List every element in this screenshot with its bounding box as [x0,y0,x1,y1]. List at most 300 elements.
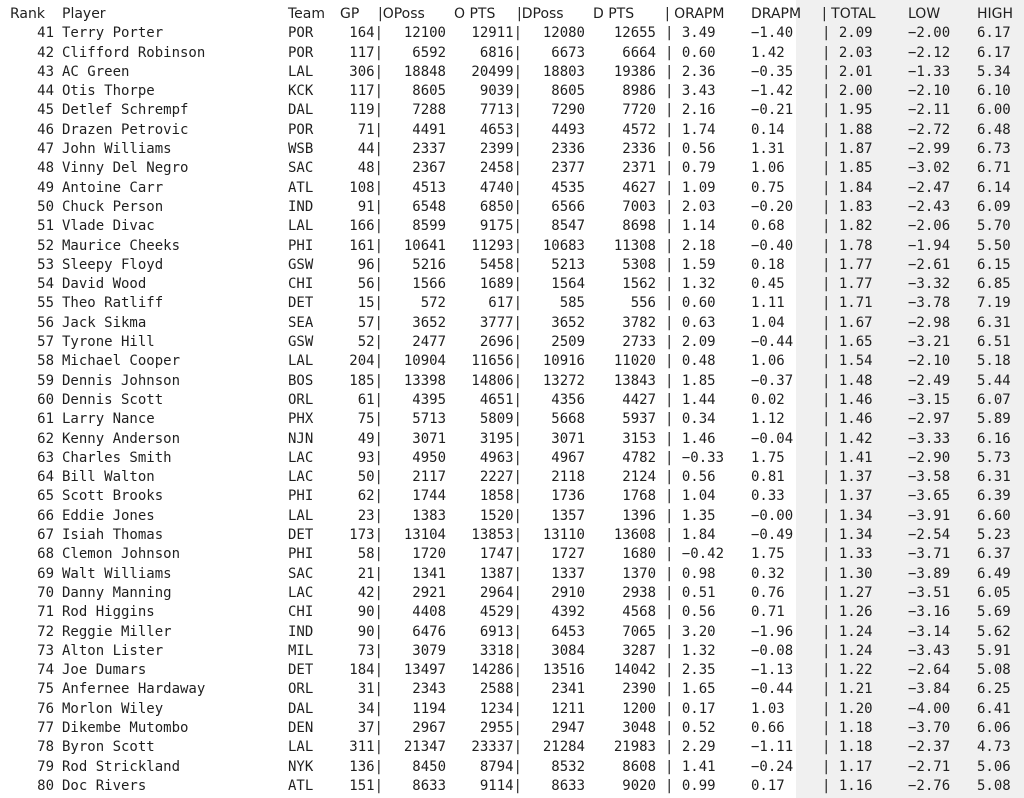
cell-gp: 62| [357,488,383,505]
cell-total: | 2.09 [822,25,873,42]
table-row [0,584,1024,603]
cell-team: NYK [288,758,314,775]
cell-team: LAL [288,353,314,370]
cell-gp: 184| [349,662,383,679]
cell-low: −3.71 [908,546,951,563]
cell-oposs: 6476 [412,623,446,640]
cell-total: | 1.37 [822,488,873,505]
cell-low: −2.97 [908,411,951,428]
cell-high: 6.17 [977,44,1011,61]
cell-high: 5.69 [977,604,1011,621]
cell-team: BOS [288,372,314,389]
cell-high: 7.19 [977,295,1011,312]
cell-total: | 1.41 [822,449,873,466]
cell-low: −2.54 [908,527,951,544]
cell-high: 5.34 [977,63,1011,80]
cell-opts: 9114| [479,777,522,794]
cell-oposs: 1194 [412,700,446,717]
cell-rank: 45 [37,102,54,119]
cell-drapm: 1.06 [751,353,785,370]
cell-team: PHI [288,237,314,254]
cell-team: LAC [288,469,314,486]
cell-total: | 1.54 [822,353,873,370]
cell-total: | 1.85 [822,160,873,177]
cell-total: | 1.88 [822,121,873,138]
cell-player: Michael Cooper [62,353,181,370]
cell-gp: 21| [357,565,383,582]
cell-drapm: 0.02 [751,391,785,408]
cell-player: Clifford Robinson [62,44,206,61]
cell-drapm: 1.06 [751,160,785,177]
cell-dposs: 7290 [551,102,585,119]
cell-gp: 164| [349,25,383,42]
cell-total: | 1.24 [822,642,873,659]
cell-oposs: 1744 [412,488,446,505]
cell-dposs: 8633 [551,777,585,794]
cell-dpts: 4572 [622,121,656,138]
cell-opts: 6913| [479,623,522,640]
cell-opts: 2458| [479,160,522,177]
cell-low: −3.16 [908,604,951,621]
cell-orapm: | 0.56 [665,469,716,486]
cell-dposs: 10683 [542,237,585,254]
cell-dposs: 2910 [551,584,585,601]
cell-oposs: 6592 [412,44,446,61]
cell-low: −2.00 [908,25,951,42]
cell-opts: 1520| [479,507,522,524]
cell-team: PHX [288,411,314,428]
cell-low: −4.00 [908,700,951,717]
table-row [0,700,1024,719]
cell-opts: 1858| [479,488,522,505]
header-opts: O PTS [454,6,496,22]
cell-high: 6.71 [977,160,1011,177]
cell-team: IND [288,198,314,215]
cell-team: ORL [288,681,314,698]
cell-gp: 117| [349,44,383,61]
cell-dpts: 7065 [622,623,656,640]
cell-oposs: 6548 [412,198,446,215]
cell-orapm: | 1.59 [665,256,716,273]
cell-opts: 14806| [471,372,522,389]
cell-dposs: 13110 [542,527,585,544]
table-row [0,82,1024,101]
cell-dpts: 19386 [613,63,656,80]
cell-dposs: 4392 [551,604,585,621]
cell-dposs: 4493 [551,121,585,138]
cell-high: 6.51 [977,334,1011,351]
cell-high: 6.25 [977,681,1011,698]
cell-team: ORL [288,391,314,408]
cell-high: 5.08 [977,777,1011,794]
cell-dpts: 3153 [622,430,656,447]
cell-orapm: | 2.18 [665,237,716,254]
cell-player: Larry Nance [62,411,155,428]
cell-dpts: 2390 [622,681,656,698]
cell-total: | 1.17 [822,758,873,775]
cell-total: | 1.82 [822,218,873,235]
cell-gp: 161| [349,237,383,254]
cell-dpts: 4627 [622,179,656,196]
cell-orapm: | 1.41 [665,758,716,775]
cell-rank: 51 [37,218,54,235]
cell-opts: 11656| [471,353,522,370]
cell-opts: 9175| [479,218,522,235]
cell-opts: 5458| [479,256,522,273]
cell-player: Clemon Johnson [62,546,181,563]
header-team: Team [288,6,326,22]
cell-high: 6.16 [977,430,1011,447]
cell-player: Theo Ratliff [62,295,164,312]
header-total: | TOTAL [822,6,876,22]
cell-player: Dikembe Mutombo [62,719,189,736]
cell-team: CHI [288,276,314,293]
cell-rank: 59 [37,372,54,389]
cell-player: Anfernee Hardaway [62,681,206,698]
cell-gp: 306| [349,63,383,80]
table-row [0,372,1024,391]
cell-dposs: 8532 [551,758,585,775]
cell-dpts: 12655 [613,25,656,42]
cell-drapm: 1.12 [751,411,785,428]
cell-player: Vlade Divac [62,218,155,235]
cell-drapm: 0.33 [751,488,785,505]
cell-dposs: 4967 [551,449,585,466]
cell-dpts: 13608 [613,527,656,544]
cell-player: Vinny Del Negro [62,160,189,177]
table-row [0,623,1024,642]
cell-player: Bill Walton [62,469,155,486]
cell-high: 6.00 [977,102,1011,119]
cell-drapm: −1.42 [751,83,794,100]
cell-orapm: | 0.60 [665,44,716,61]
cell-rank: 47 [37,141,54,158]
table-row [0,275,1024,294]
cell-oposs: 13497 [403,662,446,679]
cell-opts: 1689| [479,276,522,293]
cell-dpts: 4568 [622,604,656,621]
cell-high: 5.23 [977,527,1011,544]
cell-gp: 93| [357,449,383,466]
cell-dposs: 3652 [551,314,585,331]
cell-high: 5.89 [977,411,1011,428]
cell-opts: 20499| [471,63,522,80]
cell-dpts: 4782 [622,449,656,466]
cell-dposs: 1337 [551,565,585,582]
cell-dposs: 13516 [542,662,585,679]
cell-rank: 68 [37,546,54,563]
cell-gp: 117| [349,83,383,100]
cell-low: −3.58 [908,469,951,486]
cell-high: 5.06 [977,758,1011,775]
cell-player: Jack Sikma [62,314,147,331]
cell-low: −3.33 [908,430,951,447]
cell-opts: 2964| [479,584,522,601]
cell-oposs: 13104 [403,527,446,544]
cell-dpts: 7720 [622,102,656,119]
header-gp: GP [340,6,360,22]
cell-rank: 58 [37,353,54,370]
cell-opts: 5809| [479,411,522,428]
cell-player: AC Green [62,63,130,80]
cell-dposs: 2947 [551,719,585,736]
cell-low: −3.89 [908,565,951,582]
cell-player: Antoine Carr [62,179,164,196]
cell-dpts: 2124 [622,469,656,486]
cell-dpts: 5308 [622,256,656,273]
cell-drapm: 0.32 [751,565,785,582]
cell-dpts: 9020 [622,777,656,794]
cell-orapm: | 1.84 [665,527,716,544]
cell-gp: 49| [357,430,383,447]
cell-orapm: | 0.98 [665,565,716,582]
cell-rank: 44 [37,83,54,100]
cell-opts: 2227| [479,469,522,486]
cell-dposs: 2336 [551,141,585,158]
cell-dpts: 3048 [622,719,656,736]
cell-opts: 3777| [479,314,522,331]
table-row [0,217,1024,236]
cell-high: 6.49 [977,565,1011,582]
cell-high: 5.50 [977,237,1011,254]
cell-gp: 96| [357,256,383,273]
cell-low: −2.72 [908,121,951,138]
cell-player: Byron Scott [62,739,155,756]
cell-drapm: 1.31 [751,141,785,158]
cell-drapm: 0.18 [751,256,785,273]
cell-oposs: 10904 [403,353,446,370]
cell-drapm: 1.04 [751,314,785,331]
cell-total: | 1.46 [822,411,873,428]
cell-drapm: −1.40 [751,25,794,42]
cell-low: −2.11 [908,102,951,119]
cell-rank: 72 [37,623,54,640]
cell-rank: 67 [37,527,54,544]
cell-drapm: −1.96 [751,623,794,640]
cell-high: 6.31 [977,314,1011,331]
table-row [0,449,1024,468]
cell-orapm: | 0.56 [665,604,716,621]
cell-team: PHI [288,488,314,505]
cell-opts: 2955| [479,719,522,736]
cell-high: 6.14 [977,179,1011,196]
cell-player: Doc Rivers [62,777,147,794]
cell-low: −1.33 [908,63,951,80]
cell-team: GSW [288,334,314,351]
cell-orapm: | 0.51 [665,584,716,601]
cell-gp: 311| [349,739,383,756]
cell-dpts: 3782 [622,314,656,331]
cell-dpts: 1680 [622,546,656,563]
cell-dpts: 14042 [613,662,656,679]
cell-total: | 1.84 [822,179,873,196]
cell-oposs: 2343 [412,681,446,698]
table-row [0,256,1024,275]
cell-player: Danny Manning [62,584,172,601]
cell-drapm: −0.44 [751,681,794,698]
cell-dposs: 1736 [551,488,585,505]
cell-orapm: | 0.56 [665,141,716,158]
cell-player: Scott Brooks [62,488,164,505]
table-row [0,526,1024,545]
cell-gp: 61| [357,391,383,408]
cell-oposs: 1383 [412,507,446,524]
cell-team: LAL [288,739,314,756]
cell-oposs: 1720 [412,546,446,563]
table-row [0,159,1024,178]
cell-gp: 119| [349,102,383,119]
cell-team: LAC [288,584,314,601]
cell-player: Isiah Thomas [62,527,164,544]
cell-dposs: 4535 [551,179,585,196]
cell-total: | 1.21 [822,681,873,698]
cell-drapm: −1.11 [751,739,794,756]
cell-low: −3.32 [908,276,951,293]
cell-rank: 54 [37,276,54,293]
cell-rank: 70 [37,584,54,601]
table-row [0,430,1024,449]
cell-drapm: −0.35 [751,63,794,80]
cell-team: DAL [288,102,314,119]
cell-drapm: −0.21 [751,102,794,119]
header-dposs: |DPoss [517,6,564,22]
cell-drapm: 0.68 [751,218,785,235]
table-row [0,468,1024,487]
cell-high: 6.06 [977,719,1011,736]
table-row [0,642,1024,661]
table-row [0,410,1024,429]
cell-gp: 50| [357,469,383,486]
cell-opts: 14286| [471,662,522,679]
cell-oposs: 1341 [412,565,446,582]
table-row [0,24,1024,43]
cell-team: WSB [288,141,314,158]
cell-oposs: 572 [420,295,446,312]
cell-low: −2.76 [908,777,951,794]
cell-drapm: −0.37 [751,372,794,389]
cell-player: Otis Thorpe [62,83,155,100]
cell-drapm: 0.66 [751,719,785,736]
cell-dpts: 1562 [622,276,656,293]
cell-team: DAL [288,700,314,717]
cell-opts: 4651| [479,391,522,408]
table-row [0,758,1024,777]
table-row [0,179,1024,198]
cell-high: 6.48 [977,121,1011,138]
cell-rank: 71 [37,604,54,621]
cell-team: POR [288,121,314,138]
cell-total: | 1.18 [822,739,873,756]
table-row [0,314,1024,333]
cell-total: | 1.27 [822,584,873,601]
table-row [0,44,1024,63]
cell-total: | 1.34 [822,507,873,524]
cell-high: 5.62 [977,623,1011,640]
cell-drapm: 0.14 [751,121,785,138]
cell-total: | 1.78 [822,237,873,254]
rapm-ranking-table [0,5,1024,796]
cell-drapm: 1.75 [751,449,785,466]
cell-rank: 79 [37,758,54,775]
cell-oposs: 4408 [412,604,446,621]
cell-total: | 1.33 [822,546,873,563]
cell-total: | 1.34 [822,527,873,544]
cell-rank: 63 [37,449,54,466]
table-row [0,545,1024,564]
cell-low: −3.14 [908,623,951,640]
cell-team: POR [288,44,314,61]
cell-opts: 3318| [479,642,522,659]
cell-dpts: 21983 [613,739,656,756]
cell-oposs: 4395 [412,391,446,408]
cell-team: LAC [288,449,314,466]
cell-opts: 4653| [479,121,522,138]
cell-rank: 69 [37,565,54,582]
cell-drapm: −0.20 [751,198,794,215]
header-high: HIGH [977,6,1014,22]
cell-rank: 62 [37,430,54,447]
cell-drapm: −0.08 [751,642,794,659]
cell-drapm: 0.17 [751,777,785,794]
cell-team: KCK [288,83,314,100]
cell-low: −2.64 [908,662,951,679]
cell-gp: 75| [357,411,383,428]
cell-oposs: 7288 [412,102,446,119]
cell-total: | 1.24 [822,623,873,640]
cell-low: −2.43 [908,198,951,215]
table-row [0,333,1024,352]
cell-player: Charles Smith [62,449,172,466]
cell-high: 6.41 [977,700,1011,717]
table-row [0,101,1024,120]
cell-gp: 151| [349,777,383,794]
cell-total: | 1.26 [822,604,873,621]
cell-team: ATL [288,179,314,196]
cell-oposs: 2477 [412,334,446,351]
cell-gp: 185| [349,372,383,389]
cell-opts: 2696| [479,334,522,351]
cell-team: NJN [288,430,314,447]
cell-drapm: −0.24 [751,758,794,775]
cell-gp: 42| [357,584,383,601]
cell-opts: 1747| [479,546,522,563]
cell-drapm: 0.76 [751,584,785,601]
cell-gp: 91| [357,198,383,215]
cell-opts: 13853| [471,527,522,544]
cell-orapm: | −0.33 [665,449,725,466]
cell-orapm: | 0.17 [665,700,716,717]
cell-rank: 80 [37,777,54,794]
cell-low: −2.61 [908,256,951,273]
cell-orapm: | 0.63 [665,314,716,331]
cell-dpts: 6664 [622,44,656,61]
cell-oposs: 18848 [403,63,446,80]
cell-gp: 71| [357,121,383,138]
cell-rank: 75 [37,681,54,698]
cell-drapm: −0.00 [751,507,794,524]
cell-rank: 77 [37,719,54,736]
cell-player: Drazen Petrovic [62,121,189,138]
cell-low: −2.12 [908,44,951,61]
cell-low: −2.90 [908,449,951,466]
table-row [0,352,1024,371]
cell-team: IND [288,623,314,640]
cell-opts: 8794| [479,758,522,775]
cell-total: | 1.95 [822,102,873,119]
cell-dpts: 2938 [622,584,656,601]
cell-player: Kenny Anderson [62,430,181,447]
cell-total: | 1.67 [822,314,873,331]
